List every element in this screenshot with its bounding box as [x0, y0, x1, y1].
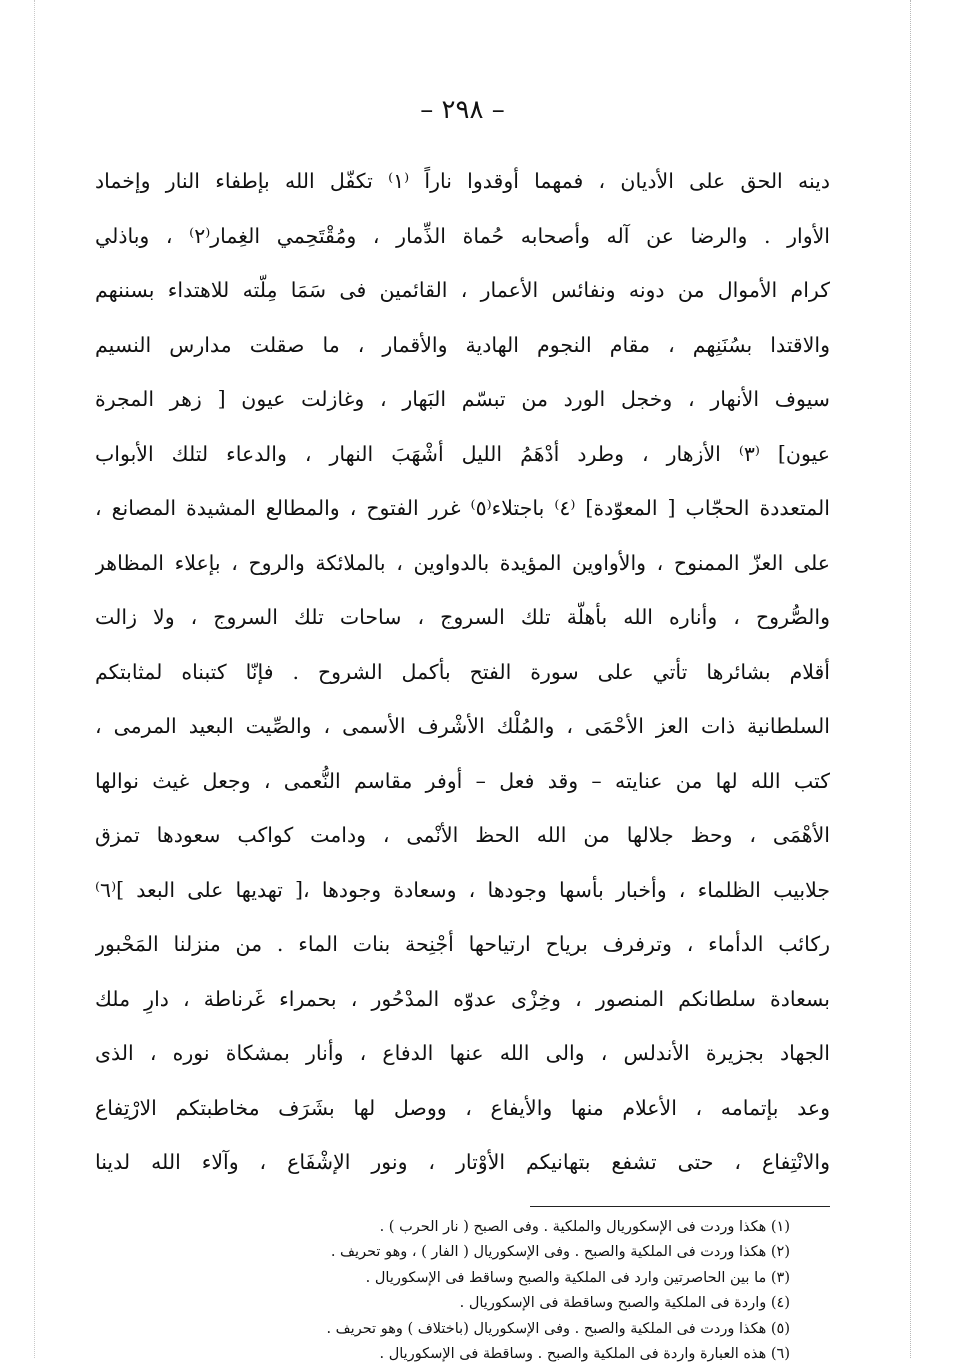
text-line: دينه الحق على الأديان ، فمهما أوقدوا ناراً ⁽١⁾ تكفّل الله بإطفاء النار وإخماد [95, 169, 830, 193]
footnote: (١) هكذا وردت فى الإسكوريال والملكية . وفى الصبح ( نار الحرب ) . [379, 1218, 790, 1235]
text-line: كتب الله لها من عنايته – وقد فعل – أوفر مقاسم النُّعمى ، وجعل غيث نوالها [95, 768, 830, 793]
text-line: الجهاد بجزيرة الأندلس ، والى الله عنها الدفاع ، وأنار بمشكاة نوره ، الذى [95, 1041, 830, 1065]
text-line: سيوف الأنهار ، وخجل الورد من تبسّم البَهار ، وغازلت عيون [ زهر المجرة [95, 387, 830, 411]
text-line: بسعادة سلطانكم المنصور ، وخِزْى عدوّه المدْحُور ، بحمراء غَرناطة ، دارِ ملك [95, 986, 830, 1011]
text-line: السلطانية ذات العز الأحْمَى ، والمُلْك الأشْرف الأسمى ، والصِّيت البعيد المرمى ، [95, 714, 830, 738]
main-text [95, 154, 830, 1190]
book-page [95, 90, 830, 1368]
scan-border-right [910, 0, 911, 1358]
text-line: والاقتدا بسُنَنِهم ، مقام النجوم الهادية والأقمار ، ما صقلت مدارس النسيم [95, 332, 830, 357]
footnote: (٢) هكذا وردت فى الملكية والصبح . وفى الإسكوريال ( الفار ) ، وهو تحريف . [330, 1244, 790, 1260]
footnote: (٥) هكذا وردت فى الملكية والصبح . وفى الإسكوريال (باختلاف ) وهو تحريف . [326, 1320, 790, 1337]
text-line: والصُّروح ، وأناره الله بأهلّة تلك السروج ، ساحات تلك السروج ، ولا زالت [95, 605, 830, 629]
text-line: كرام الأموال من دونه ونفائس الأعمار ، القائمين فى سَمَا مِلّته للاهتداء بسننهم [95, 278, 830, 302]
footnotes [95, 1215, 830, 1368]
text-line: الأهْمَى ، وحظ جلالها من الله الحظ الأنْمى ، ودامت كواكب سعودها تمزق [95, 823, 830, 847]
text-line: على العزّ الممنوح ، والأواوين المؤيدة بالدواوين ، بالملائكة والروح ، بإعلاء المظاهر [95, 550, 830, 575]
text-line: ركائب الدأماء ، وترفرف برياح ارتياحها أجْنِحة بنات الماء . من منزلنا المَحْبور [95, 932, 830, 956]
text-line: أقلام بشائرها تأتي على سورة الفتح بأكمل الشروح . فإنّا كتبناه لمثابتكم [95, 659, 830, 684]
text-line: الأوار . والرضا عن آله وأصحابه حُماة الذِّمار ، ومُقْتَحِمي الغِمار⁽٢⁾ ، وباذلي [95, 223, 830, 248]
footnote-separator [530, 1206, 830, 1207]
text-line: عيون] ⁽٣⁾ الأزهار ، وطرد أدْهَمُ الليل أشْهَبَ النهار ، والدعاء لتلك الأبواب [95, 441, 830, 466]
footnote: (٤) واردة فى الملكية والصبح وساقطة فى الإسكوريال . [459, 1295, 790, 1311]
text-line: والانْتِفاع ، حتى تشفع بتهانيكم الأوْتار ، ونور الإشْفَاع ، وآلاء الله لدينا [95, 1150, 830, 1174]
text-line: المتعددة الحجّاب [ المعوّدة] ⁽٤⁾ باجتلاء⁽٥⁾ غرر الفتوح ، والمطالع المشيدة المصانع ، [95, 496, 830, 520]
footnote: (٣) ما بين الحاصرتين وارد فى الملكية والصبح وساقط فى الإسكوريال . [365, 1269, 790, 1286]
page-number: – ٢٩٨ – [420, 95, 505, 125]
text-line: وعد بإتمامه ، الأعلام منها والأيفاع ، ووصل لها بشَرَف مخاطبتكم الارْتِفاع [95, 1095, 830, 1120]
text-line: جلابيب الظلماء ، وأخبار بأسها وجودها ، وسعادة وجودها ،[ تهديها على البعد ]⁽٦⁾ [95, 877, 830, 902]
scan-border-left [34, 0, 35, 1358]
footnote: (٦) هذه العبارة واردة فى الملكية والصبح . وساقطة فى الإسكوريال . [379, 1346, 790, 1362]
